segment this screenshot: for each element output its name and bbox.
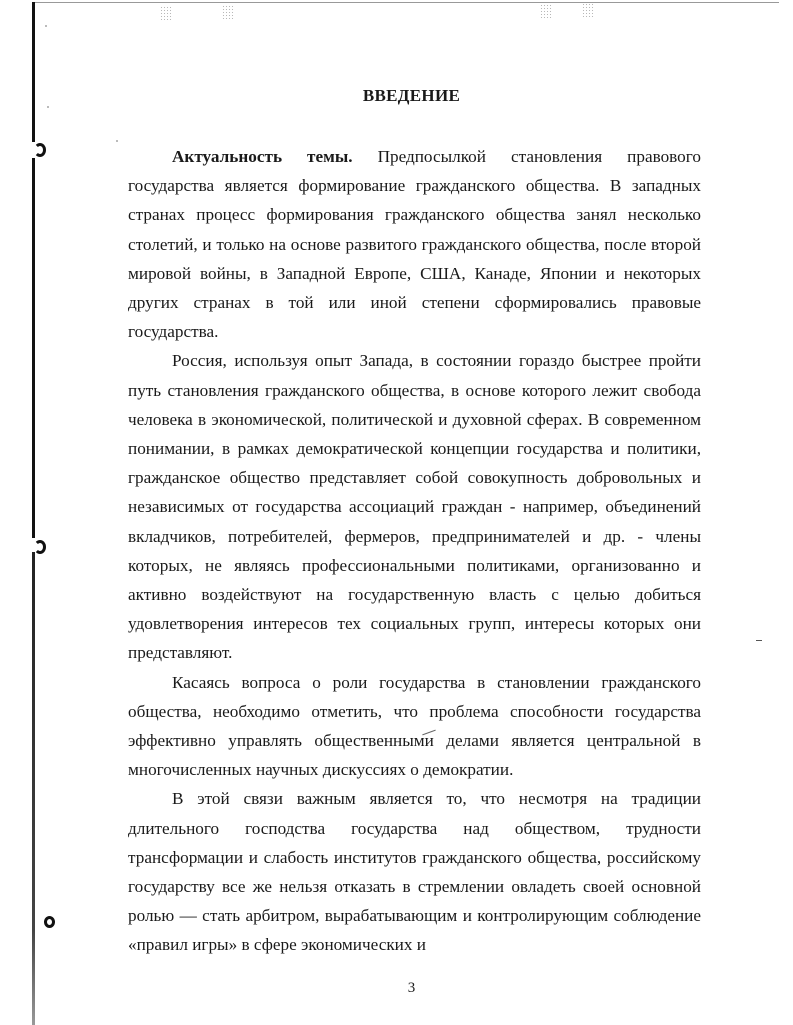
punch-hole-mark (34, 540, 46, 554)
scan-speck (116, 140, 118, 142)
paragraph: Касаясь вопроса о роли государства в становлении гражданского общества, необходимо отметить, что проблема способности государства эффективно управлять общественными делами является центральной в многочисленных научных дискуссиях о демократии. (128, 672, 701, 780)
page-top-edge (34, 2, 779, 3)
binding-edge-line (32, 552, 35, 1025)
binding-edge-line (32, 2, 35, 142)
page-number: 3 (407, 980, 416, 996)
binding-edge-line (32, 158, 35, 538)
scan-speck (756, 640, 762, 641)
paragraph: В этой связи важным является то, что несмотря на традиции длительного господства государства над обществом, трудности трансформации и слабость институтов гражданского общества, российскому государству все же нельзя отказать в стремлении овладеть своей основной ролью — стать арбитром, вырабатывающим и контролирующим соблюдение «правил игры» в сфере экономических и (128, 789, 701, 955)
body-text (128, 142, 701, 960)
scan-noise (540, 4, 552, 18)
scan-noise (582, 3, 594, 17)
paragraph: Россия, используя опыт Запада, в состоянии гораздо быстрее пройти путь становления гражданского общества, в основе которого лежит свобода человека в экономической, политической и духовной сферах. В современном понимании, в рамках демократической концепции государства и политики, гражданское общество представляет собой совокупность добровольных и независимых от государства ассоциаций граждан - например, объединений вкладчиков, потребителей, фермеров, предпринимателей и др. - члены которых, не являясь профессиональными политиками, организованно и активно воздействуют на государственную власть с целью добиться удовлетворения интересов тех социальных групп, интересы которых они представляют. (128, 351, 701, 663)
scan-speck (45, 25, 47, 27)
scan-speck (47, 106, 49, 108)
paragraph-text: Предпосылкой становления правового государства является формирование гражданского общества. В западных странах процесс формирования гражданского общества занял несколько столетий, и только на основе развитого гражданского общества, после второй мировой войны, в Западной Европе, США, Канаде, Японии и некоторых других странах в той или иной степени сформировались правовые государства. (128, 147, 701, 342)
section-title: ВВЕДЕНИЕ (362, 86, 461, 105)
paragraph-lead: Актуальность темы. (172, 147, 353, 166)
paragraph (128, 142, 701, 346)
punch-hole-mark (34, 143, 46, 157)
punch-hole-mark (44, 916, 55, 928)
scan-noise (222, 5, 234, 19)
scan-noise (160, 6, 172, 20)
